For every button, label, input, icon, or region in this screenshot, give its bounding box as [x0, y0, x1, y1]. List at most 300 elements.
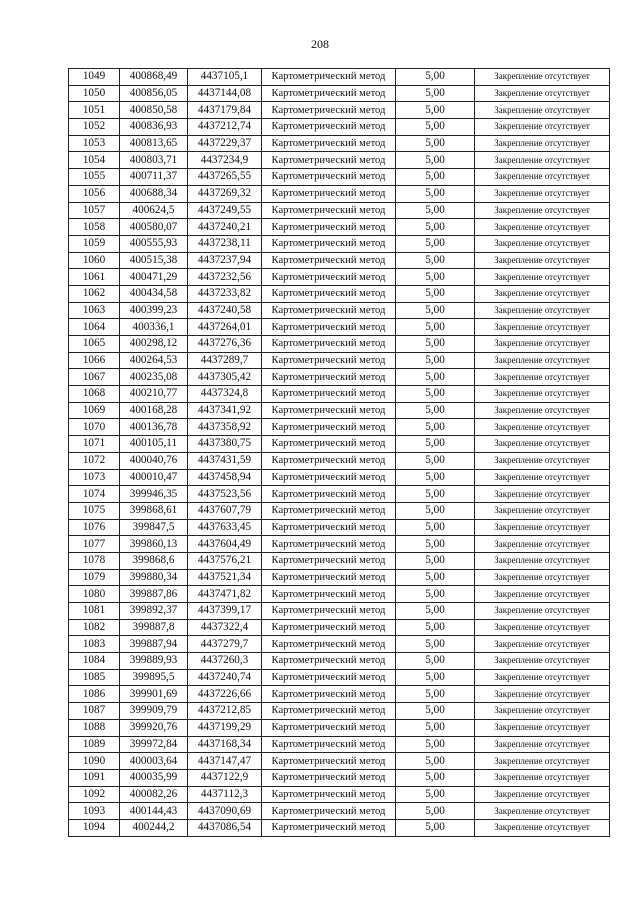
x-coordinate-cell: 399887,8: [120, 619, 188, 636]
point-number-cell: 1084: [69, 653, 120, 670]
marking-note-cell: Закрепление отсутствует: [475, 169, 610, 186]
marking-note-cell: Закрепление отсутствует: [475, 803, 610, 820]
accuracy-cell: 5,00: [396, 719, 475, 736]
point-number-cell: 1068: [69, 386, 120, 403]
method-cell: Картометрический метод: [262, 419, 396, 436]
x-coordinate-cell: 400244,2: [120, 819, 188, 836]
x-coordinate-cell: 399972,84: [120, 736, 188, 753]
method-cell: Картометрический метод: [262, 452, 396, 469]
point-number-cell: 1080: [69, 586, 120, 603]
x-coordinate-cell: 400580,07: [120, 219, 188, 236]
method-cell: Картометрический метод: [262, 586, 396, 603]
table-row: [69, 603, 610, 620]
method-cell: Картометрический метод: [262, 102, 396, 119]
marking-note-cell: Закрепление отсутствует: [475, 469, 610, 486]
marking-note-cell: Закрепление отсутствует: [475, 753, 610, 770]
table-row: [69, 285, 610, 302]
x-coordinate-cell: 400688,34: [120, 185, 188, 202]
x-coordinate-cell: 400836,93: [120, 119, 188, 136]
accuracy-cell: 5,00: [396, 536, 475, 553]
method-cell: Картометрический метод: [262, 85, 396, 102]
accuracy-cell: 5,00: [396, 653, 475, 670]
x-coordinate-cell: 399887,86: [120, 586, 188, 603]
method-cell: Картометрический метод: [262, 386, 396, 403]
method-cell: Картометрический метод: [262, 202, 396, 219]
y-coordinate-cell: 4437199,29: [188, 719, 262, 736]
table-row: [69, 803, 610, 820]
point-number-cell: 1089: [69, 736, 120, 753]
point-number-cell: 1054: [69, 152, 120, 169]
y-coordinate-cell: 4437324,8: [188, 386, 262, 403]
x-coordinate-cell: 399880,34: [120, 569, 188, 586]
method-cell: Картометрический метод: [262, 269, 396, 286]
table-row: [69, 486, 610, 503]
marking-note-cell: Закрепление отсутствует: [475, 69, 610, 86]
method-cell: Картометрический метод: [262, 219, 396, 236]
point-number-cell: 1091: [69, 769, 120, 786]
y-coordinate-cell: 4437232,56: [188, 269, 262, 286]
table-row: [69, 252, 610, 269]
y-coordinate-cell: 4437112,3: [188, 786, 262, 803]
y-coordinate-cell: 4437090,69: [188, 803, 262, 820]
marking-note-cell: Закрепление отсутствует: [475, 653, 610, 670]
point-number-cell: 1085: [69, 669, 120, 686]
x-coordinate-cell: 400298,12: [120, 336, 188, 353]
point-number-cell: 1066: [69, 352, 120, 369]
y-coordinate-cell: 4437279,7: [188, 636, 262, 653]
marking-note-cell: Закрепление отсутствует: [475, 436, 610, 453]
marking-note-cell: Закрепление отсутствует: [475, 152, 610, 169]
table-row: [69, 502, 610, 519]
table-row: [69, 769, 610, 786]
accuracy-cell: 5,00: [396, 486, 475, 503]
accuracy-cell: 5,00: [396, 402, 475, 419]
table-row: [69, 269, 610, 286]
point-number-cell: 1052: [69, 119, 120, 136]
accuracy-cell: 5,00: [396, 135, 475, 152]
accuracy-cell: 5,00: [396, 502, 475, 519]
table-row: [69, 653, 610, 670]
table-row: [69, 185, 610, 202]
y-coordinate-cell: 4437238,11: [188, 235, 262, 252]
point-number-cell: 1058: [69, 219, 120, 236]
marking-note-cell: Закрепление отсутствует: [475, 603, 610, 620]
y-coordinate-cell: 4437380,75: [188, 436, 262, 453]
accuracy-cell: 5,00: [396, 519, 475, 536]
marking-note-cell: Закрепление отсутствует: [475, 502, 610, 519]
marking-note-cell: Закрепление отсутствует: [475, 269, 610, 286]
marking-note-cell: Закрепление отсутствует: [475, 586, 610, 603]
method-cell: Картометрический метод: [262, 402, 396, 419]
table-row: [69, 586, 610, 603]
table-row: [69, 452, 610, 469]
y-coordinate-cell: 4437240,58: [188, 302, 262, 319]
marking-note-cell: Закрепление отсутствует: [475, 786, 610, 803]
marking-note-cell: Закрепление отсутствует: [475, 486, 610, 503]
x-coordinate-cell: 400136,78: [120, 419, 188, 436]
table-row: [69, 436, 610, 453]
x-coordinate-cell: 399909,79: [120, 703, 188, 720]
table-row: [69, 552, 610, 569]
x-coordinate-cell: 399892,37: [120, 603, 188, 620]
table-row: [69, 636, 610, 653]
point-number-cell: 1065: [69, 336, 120, 353]
y-coordinate-cell: 4437147,47: [188, 753, 262, 770]
table-row: [69, 536, 610, 553]
accuracy-cell: 5,00: [396, 669, 475, 686]
x-coordinate-cell: 400868,49: [120, 69, 188, 86]
accuracy-cell: 5,00: [396, 152, 475, 169]
method-cell: Картометрический метод: [262, 653, 396, 670]
y-coordinate-cell: 4437086,54: [188, 819, 262, 836]
table-row: [69, 786, 610, 803]
table-row: [69, 819, 610, 836]
marking-note-cell: Закрепление отсутствует: [475, 235, 610, 252]
marking-note-cell: Закрепление отсутствует: [475, 185, 610, 202]
table-row: [69, 569, 610, 586]
x-coordinate-cell: 400624,5: [120, 202, 188, 219]
point-number-cell: 1049: [69, 69, 120, 86]
x-coordinate-cell: 400434,58: [120, 285, 188, 302]
y-coordinate-cell: 4437341,92: [188, 402, 262, 419]
method-cell: Картометрический метод: [262, 719, 396, 736]
method-cell: Картометрический метод: [262, 119, 396, 136]
x-coordinate-cell: 400813,65: [120, 135, 188, 152]
x-coordinate-cell: 400010,47: [120, 469, 188, 486]
y-coordinate-cell: 4437237,94: [188, 252, 262, 269]
table-row: [69, 85, 610, 102]
y-coordinate-cell: 4437179,84: [188, 102, 262, 119]
point-number-cell: 1083: [69, 636, 120, 653]
y-coordinate-cell: 4437604,49: [188, 536, 262, 553]
point-number-cell: 1067: [69, 369, 120, 386]
marking-note-cell: Закрепление отсутствует: [475, 669, 610, 686]
point-number-cell: 1053: [69, 135, 120, 152]
x-coordinate-cell: 400082,26: [120, 786, 188, 803]
method-cell: Картометрический метод: [262, 486, 396, 503]
point-number-cell: 1086: [69, 686, 120, 703]
y-coordinate-cell: 4437264,01: [188, 319, 262, 336]
accuracy-cell: 5,00: [396, 552, 475, 569]
table-row: [69, 402, 610, 419]
y-coordinate-cell: 4437229,37: [188, 135, 262, 152]
method-cell: Картометрический метод: [262, 169, 396, 186]
accuracy-cell: 5,00: [396, 269, 475, 286]
y-coordinate-cell: 4437322,4: [188, 619, 262, 636]
x-coordinate-cell: 400555,93: [120, 235, 188, 252]
accuracy-cell: 5,00: [396, 769, 475, 786]
point-number-cell: 1055: [69, 169, 120, 186]
y-coordinate-cell: 4437240,21: [188, 219, 262, 236]
y-coordinate-cell: 4437521,34: [188, 569, 262, 586]
x-coordinate-cell: 399868,61: [120, 502, 188, 519]
accuracy-cell: 5,00: [396, 803, 475, 820]
table-row: [69, 69, 610, 86]
x-coordinate-cell: 400144,43: [120, 803, 188, 820]
marking-note-cell: Закрепление отсутствует: [475, 85, 610, 102]
point-number-cell: 1062: [69, 285, 120, 302]
marking-note-cell: Закрепление отсутствует: [475, 386, 610, 403]
accuracy-cell: 5,00: [396, 369, 475, 386]
marking-note-cell: Закрепление отсутствует: [475, 519, 610, 536]
x-coordinate-cell: 399895,5: [120, 669, 188, 686]
table-row: [69, 686, 610, 703]
accuracy-cell: 5,00: [396, 119, 475, 136]
table-row: [69, 669, 610, 686]
y-coordinate-cell: 4437633,45: [188, 519, 262, 536]
method-cell: Картометрический метод: [262, 803, 396, 820]
marking-note-cell: Закрепление отсутствует: [475, 736, 610, 753]
method-cell: Картометрический метод: [262, 686, 396, 703]
point-number-cell: 1081: [69, 603, 120, 620]
accuracy-cell: 5,00: [396, 469, 475, 486]
marking-note-cell: Закрепление отсутствует: [475, 219, 610, 236]
y-coordinate-cell: 4437144,08: [188, 85, 262, 102]
y-coordinate-cell: 4437276,36: [188, 336, 262, 353]
accuracy-cell: 5,00: [396, 703, 475, 720]
point-number-cell: 1090: [69, 753, 120, 770]
accuracy-cell: 5,00: [396, 586, 475, 603]
accuracy-cell: 5,00: [396, 786, 475, 803]
accuracy-cell: 5,00: [396, 319, 475, 336]
method-cell: Картометрический метод: [262, 669, 396, 686]
x-coordinate-cell: 399847,5: [120, 519, 188, 536]
point-number-cell: 1051: [69, 102, 120, 119]
accuracy-cell: 5,00: [396, 336, 475, 353]
table-row: [69, 336, 610, 353]
marking-note-cell: Закрепление отсутствует: [475, 252, 610, 269]
method-cell: Картометрический метод: [262, 569, 396, 586]
y-coordinate-cell: 4437234,9: [188, 152, 262, 169]
method-cell: Картометрический метод: [262, 152, 396, 169]
point-number-cell: 1094: [69, 819, 120, 836]
accuracy-cell: 5,00: [396, 636, 475, 653]
table-row: [69, 719, 610, 736]
accuracy-cell: 5,00: [396, 619, 475, 636]
x-coordinate-cell: 400803,71: [120, 152, 188, 169]
x-coordinate-cell: 400471,29: [120, 269, 188, 286]
x-coordinate-cell: 400040,76: [120, 452, 188, 469]
accuracy-cell: 5,00: [396, 219, 475, 236]
y-coordinate-cell: 4437399,17: [188, 603, 262, 620]
y-coordinate-cell: 4437168,34: [188, 736, 262, 753]
page-number: 208: [311, 37, 329, 51]
method-cell: Картометрический метод: [262, 769, 396, 786]
y-coordinate-cell: 4437576,21: [188, 552, 262, 569]
method-cell: Картометрический метод: [262, 252, 396, 269]
x-coordinate-cell: 400235,08: [120, 369, 188, 386]
point-number-cell: 1071: [69, 436, 120, 453]
point-number-cell: 1077: [69, 536, 120, 553]
x-coordinate-cell: 400210,77: [120, 386, 188, 403]
marking-note-cell: Закрепление отсутствует: [475, 536, 610, 553]
method-cell: Картометрический метод: [262, 619, 396, 636]
point-number-cell: 1075: [69, 502, 120, 519]
accuracy-cell: 5,00: [396, 69, 475, 86]
point-number-cell: 1078: [69, 552, 120, 569]
x-coordinate-cell: 400711,37: [120, 169, 188, 186]
marking-note-cell: Закрепление отсутствует: [475, 419, 610, 436]
accuracy-cell: 5,00: [396, 285, 475, 302]
accuracy-cell: 5,00: [396, 252, 475, 269]
point-number-cell: 1056: [69, 185, 120, 202]
x-coordinate-cell: 399901,69: [120, 686, 188, 703]
marking-note-cell: Закрепление отсутствует: [475, 336, 610, 353]
table-row: [69, 235, 610, 252]
table-row: [69, 619, 610, 636]
point-number-cell: 1063: [69, 302, 120, 319]
marking-note-cell: Закрепление отсутствует: [475, 452, 610, 469]
method-cell: Картометрический метод: [262, 369, 396, 386]
marking-note-cell: Закрепление отсутствует: [475, 319, 610, 336]
x-coordinate-cell: 399920,76: [120, 719, 188, 736]
point-number-cell: 1073: [69, 469, 120, 486]
x-coordinate-cell: 400850,58: [120, 102, 188, 119]
x-coordinate-cell: 399887,94: [120, 636, 188, 653]
point-number-cell: 1050: [69, 85, 120, 102]
x-coordinate-cell: 399946,35: [120, 486, 188, 503]
accuracy-cell: 5,00: [396, 202, 475, 219]
accuracy-cell: 5,00: [396, 436, 475, 453]
marking-note-cell: Закрепление отсутствует: [475, 819, 610, 836]
y-coordinate-cell: 4437607,79: [188, 502, 262, 519]
y-coordinate-cell: 4437260,3: [188, 653, 262, 670]
table-row: [69, 369, 610, 386]
coordinates-table: [68, 68, 610, 837]
y-coordinate-cell: 4437523,56: [188, 486, 262, 503]
accuracy-cell: 5,00: [396, 736, 475, 753]
point-number-cell: 1059: [69, 235, 120, 252]
point-number-cell: 1061: [69, 269, 120, 286]
x-coordinate-cell: 400105,11: [120, 436, 188, 453]
table-row: [69, 519, 610, 536]
method-cell: Картометрический метод: [262, 285, 396, 302]
accuracy-cell: 5,00: [396, 185, 475, 202]
table-row: [69, 419, 610, 436]
table-row: [69, 302, 610, 319]
method-cell: Картометрический метод: [262, 352, 396, 369]
method-cell: Картометрический метод: [262, 736, 396, 753]
x-coordinate-cell: 400003,64: [120, 753, 188, 770]
marking-note-cell: Закрепление отсутствует: [475, 119, 610, 136]
x-coordinate-cell: 400856,05: [120, 85, 188, 102]
x-coordinate-cell: 400399,23: [120, 302, 188, 319]
y-coordinate-cell: 4437122,9: [188, 769, 262, 786]
x-coordinate-cell: 400515,38: [120, 252, 188, 269]
marking-note-cell: Закрепление отсутствует: [475, 352, 610, 369]
marking-note-cell: Закрепление отсутствует: [475, 402, 610, 419]
y-coordinate-cell: 4437471,82: [188, 586, 262, 603]
x-coordinate-cell: 400035,99: [120, 769, 188, 786]
method-cell: Картометрический метод: [262, 469, 396, 486]
y-coordinate-cell: 4437305,42: [188, 369, 262, 386]
accuracy-cell: 5,00: [396, 102, 475, 119]
accuracy-cell: 5,00: [396, 819, 475, 836]
y-coordinate-cell: 4437240,74: [188, 669, 262, 686]
marking-note-cell: Закрепление отсутствует: [475, 569, 610, 586]
point-number-cell: 1082: [69, 619, 120, 636]
method-cell: Картометрический метод: [262, 336, 396, 353]
table-row: [69, 469, 610, 486]
accuracy-cell: 5,00: [396, 169, 475, 186]
point-number-cell: 1057: [69, 202, 120, 219]
x-coordinate-cell: 399889,93: [120, 653, 188, 670]
y-coordinate-cell: 4437233,82: [188, 285, 262, 302]
method-cell: Картометрический метод: [262, 185, 396, 202]
accuracy-cell: 5,00: [396, 235, 475, 252]
marking-note-cell: Закрепление отсутствует: [475, 636, 610, 653]
x-coordinate-cell: 400264,53: [120, 352, 188, 369]
point-number-cell: 1087: [69, 703, 120, 720]
method-cell: Картометрический метод: [262, 703, 396, 720]
method-cell: Картометрический метод: [262, 552, 396, 569]
point-number-cell: 1076: [69, 519, 120, 536]
method-cell: Картометрический метод: [262, 135, 396, 152]
point-number-cell: 1069: [69, 402, 120, 419]
accuracy-cell: 5,00: [396, 452, 475, 469]
accuracy-cell: 5,00: [396, 419, 475, 436]
table-row: [69, 169, 610, 186]
method-cell: Картометрический метод: [262, 502, 396, 519]
marking-note-cell: Закрепление отсутствует: [475, 202, 610, 219]
method-cell: Картометрический метод: [262, 786, 396, 803]
method-cell: Картометрический метод: [262, 436, 396, 453]
accuracy-cell: 5,00: [396, 569, 475, 586]
marking-note-cell: Закрепление отсутствует: [475, 769, 610, 786]
method-cell: Картометрический метод: [262, 235, 396, 252]
x-coordinate-cell: 399860,13: [120, 536, 188, 553]
x-coordinate-cell: 400168,28: [120, 402, 188, 419]
method-cell: Картометрический метод: [262, 536, 396, 553]
point-number-cell: 1088: [69, 719, 120, 736]
point-number-cell: 1072: [69, 452, 120, 469]
method-cell: Картометрический метод: [262, 319, 396, 336]
point-number-cell: 1060: [69, 252, 120, 269]
table-row: [69, 202, 610, 219]
method-cell: Картометрический метод: [262, 753, 396, 770]
y-coordinate-cell: 4437265,55: [188, 169, 262, 186]
accuracy-cell: 5,00: [396, 386, 475, 403]
marking-note-cell: Закрепление отсутствует: [475, 619, 610, 636]
accuracy-cell: 5,00: [396, 686, 475, 703]
accuracy-cell: 5,00: [396, 603, 475, 620]
accuracy-cell: 5,00: [396, 352, 475, 369]
table-row: [69, 703, 610, 720]
point-number-cell: 1079: [69, 569, 120, 586]
marking-note-cell: Закрепление отсутствует: [475, 285, 610, 302]
marking-note-cell: Закрепление отсутствует: [475, 135, 610, 152]
marking-note-cell: Закрепление отсутствует: [475, 703, 610, 720]
method-cell: Картометрический метод: [262, 603, 396, 620]
method-cell: Картометрический метод: [262, 519, 396, 536]
y-coordinate-cell: 4437458,94: [188, 469, 262, 486]
table-row: [69, 219, 610, 236]
y-coordinate-cell: 4437212,85: [188, 703, 262, 720]
marking-note-cell: Закрепление отсутствует: [475, 552, 610, 569]
table-row: [69, 753, 610, 770]
marking-note-cell: Закрепление отсутствует: [475, 302, 610, 319]
method-cell: Картометрический метод: [262, 636, 396, 653]
point-number-cell: 1074: [69, 486, 120, 503]
x-coordinate-cell: 399868,6: [120, 552, 188, 569]
accuracy-cell: 5,00: [396, 302, 475, 319]
table-row: [69, 736, 610, 753]
y-coordinate-cell: 4437431,59: [188, 452, 262, 469]
coordinates-table-body: [69, 69, 610, 837]
table-row: [69, 152, 610, 169]
marking-note-cell: Закрепление отсутствует: [475, 686, 610, 703]
point-number-cell: 1070: [69, 419, 120, 436]
